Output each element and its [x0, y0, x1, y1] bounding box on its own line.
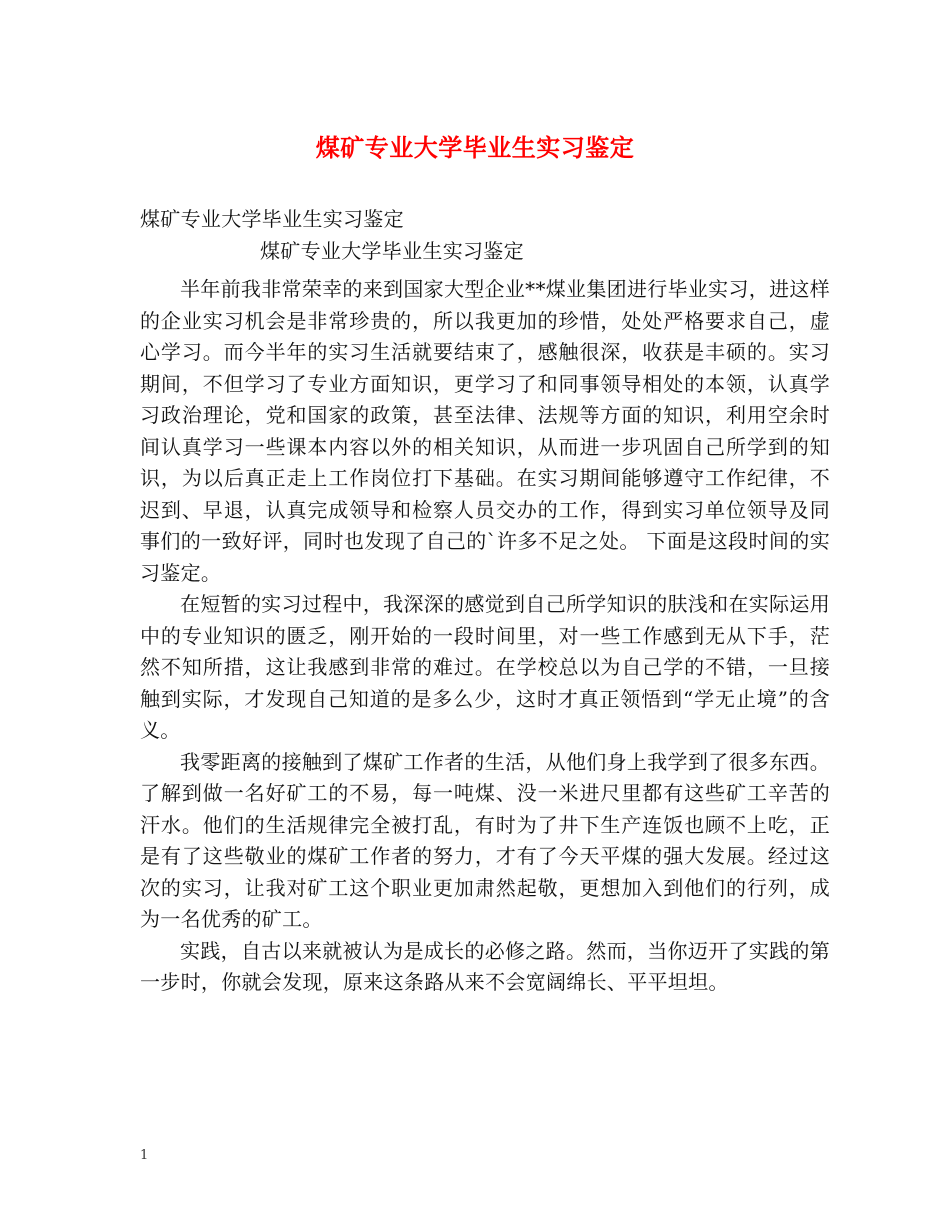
paragraph-4: 实践，自古以来就被认为是成长的必修之路。然而，当你迈开了实践的第一步时，你就会发现，原来这条路从来不会宽阔绵长、平平坦坦。: [140, 938, 830, 994]
document-title: 煤矿专业大学毕业生实习鉴定: [315, 133, 635, 162]
paragraph-1: 半年前我非常荣幸的来到国家大型企业**煤业集团进行毕业实习，进这样的企业实习机会是非常珍贵的，所以我更加的珍惜，处处严格要求自己，虚心学习。而今半年的实习生活就要结束了，感触很深，收获是丰硕的。实习期间，不但学习了专业方面知识，更学习了和同事领导相处的本领，认真学习政治理论，党和国家的政策，甚至法律、法规等方面的知识，利用空余时间认真学习一些课本内容以外的相关知识，从而进一步巩固自己所学到的知识，为以后真正走上工作岗位打下基础。在实习期间能够遵守工作纪律，不迟到、早退，认真完成领导和检察人员交办的工作，得到实习单位领导及同事们的一致好评，同时也发现了自己的`许多不足之处。 下面是这段时间的实习鉴定。: [140, 277, 830, 585]
paragraph-2: 在短暂的实习过程中，我深深的感觉到自己所学知识的肤浅和在实际运用中的专业知识的匮乏，刚开始的一段时间里，对一些工作感到无从下手，茫然不知所措，这让我感到非常的难过。在学校总以为自己学的不错，一旦接触到实际，才发现自己知道的是多么少，这时才真正领悟到“学无止境”的含义。: [140, 592, 830, 742]
document-body: [140, 274, 830, 999]
page-number: 1: [140, 1148, 149, 1163]
subtitle-centered: 煤矿专业大学毕业生实习鉴定: [260, 239, 524, 263]
subtitle-left: 煤矿专业大学毕业生实习鉴定: [140, 207, 404, 231]
paragraph-3: 我零距离的接触到了煤矿工作者的生活，从他们身上我学到了很多东西。了解到做一名好矿工的不易，每一吨煤、没一米进尺里都有这些矿工辛苦的汗水。他们的生活规律完全被打乱，有时为了井下生产连饭也顾不上吃，正是有了这些敬业的煤矿工作者的努力，才有了今天平煤的强大发展。经过这次的实习，让我对矿工这个职业更加肃然起敬，更想加入到他们的行列，成为一名优秀的矿工。: [140, 749, 830, 931]
